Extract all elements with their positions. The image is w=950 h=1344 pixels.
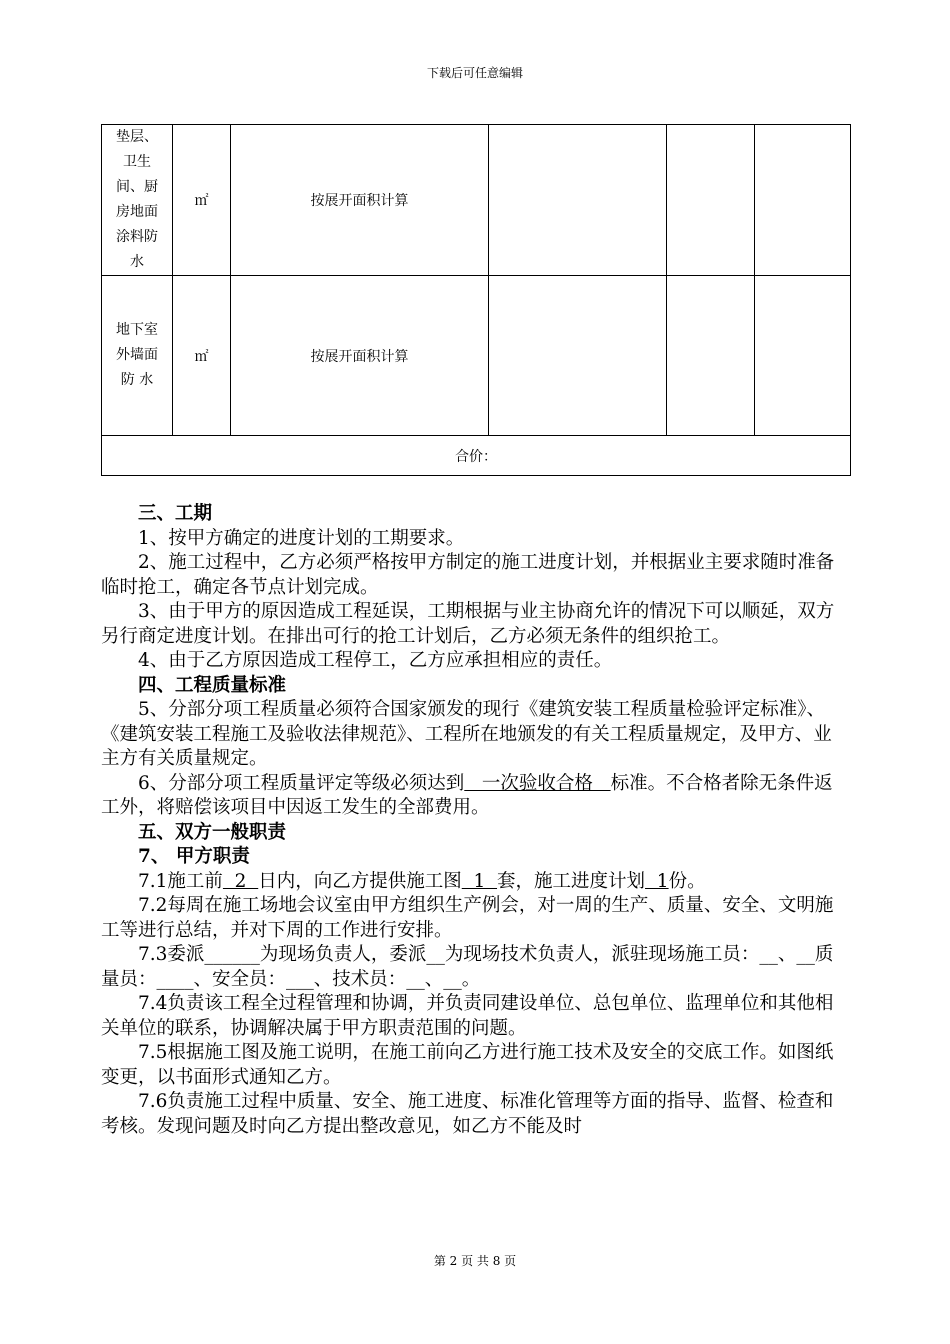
paragraph: 3、由于甲方的原因造成工程延误，工期根据与业主协商允许的情况下可以顺延，双方另行商定进度计划。在排出可行的抢工计划后，乙方必须无条件的组织抢工。	[101, 601, 835, 647]
item-name: 垫层、 卫生 间、厨 房地面 涂料防 水	[102, 125, 173, 276]
item-unit: ㎡	[173, 125, 231, 276]
fill-in-blank: 1	[645, 870, 669, 892]
section-title: 五、双方一般职责	[138, 821, 287, 843]
empty-cell	[667, 276, 755, 436]
paragraph: 1、按甲方确定的进度计划的工期要求。	[138, 527, 465, 549]
total-row	[102, 436, 851, 476]
empty-cell	[489, 125, 667, 276]
subsection-title: 7、 甲方职责	[138, 846, 250, 867]
paragraph: 5、分部分项工程质量必须符合国家颁发的现行《建筑安装工程质量检验评定标准》、《建筑安装工程施工及验收法律规范》、工程所在地颁发的有关工程质量规定，及甲方、业主方有关质量规定。	[101, 699, 832, 769]
fill-in-blank: 一次验收合格	[464, 772, 611, 794]
fill-in-blank: 1	[461, 870, 498, 892]
section-title: 四、工程质量标准	[138, 674, 287, 696]
paragraph: 7.5根据施工图及施工说明，在施工前向乙方进行施工技术及安全的交底工作。如图纸变更，以书面形式通知乙方。	[101, 1042, 834, 1088]
page-header: 下载后可任意编辑	[426, 66, 523, 80]
cost-table	[101, 124, 851, 476]
empty-cell	[489, 276, 667, 436]
paragraph: 7.2每周在施工场地会议室由甲方组织生产例会，对一周的生产、质量、安全、文明施工等进行总结，并对下周的工作进行安排。	[101, 895, 834, 941]
paragraph: 7.4负责该工程全过程管理和协调，并负责同建设单位、总包单位、监理单位和其他相关单位的联系，协调解决属于甲方职责范围的问题。	[101, 993, 834, 1039]
paragraph: 7.6负责施工过程中质量、安全、施工进度、标准化管理等方面的指导、监督、检查和考核。发现问题及时向乙方提出整改意见，如乙方不能及时	[101, 1091, 834, 1137]
paragraph: 6、分部分项工程质量评定等级必须达到 一次验收合格 标准。不合格者除无条件返工外，将赔偿该项目中因返工发生的全部费用。	[101, 772, 833, 818]
empty-cell	[755, 276, 851, 436]
paragraph: 7.1施工前 2 日内，向乙方提供施工图 1 套，施工进度计划 1份。	[138, 870, 706, 892]
item-unit: ㎡	[173, 276, 231, 436]
page-footer: 第 2 页 共 8 页	[433, 1254, 517, 1268]
section-title: 三、工期	[138, 503, 213, 524]
paragraph: 2、施工过程中，乙方必须严格按甲方制定的施工进度计划，并根据业主要求随时准备临时抢工，确定各节点计划完成。	[101, 552, 835, 598]
table-row	[102, 125, 851, 276]
paragraph: 7.3委派______为现场负责人，委派__为现场技术负责人，派驻现场施工员：__、__质量员：____、安全员：___、技术员：__、__。	[101, 944, 834, 990]
empty-cell	[667, 125, 755, 276]
item-name: 地下室 外墙面 防 水	[102, 276, 173, 436]
table-row	[102, 276, 851, 436]
item-calc-rule: 按展开面积计算	[231, 276, 489, 436]
fill-in-blank: 2	[222, 870, 259, 892]
total-label: 合价：	[102, 436, 851, 476]
empty-cell	[755, 125, 851, 276]
item-calc-rule: 按展开面积计算	[231, 125, 489, 276]
contract-body	[101, 502, 841, 1139]
paragraph: 4、由于乙方原因造成工程停工，乙方应承担相应的责任。	[138, 650, 613, 671]
